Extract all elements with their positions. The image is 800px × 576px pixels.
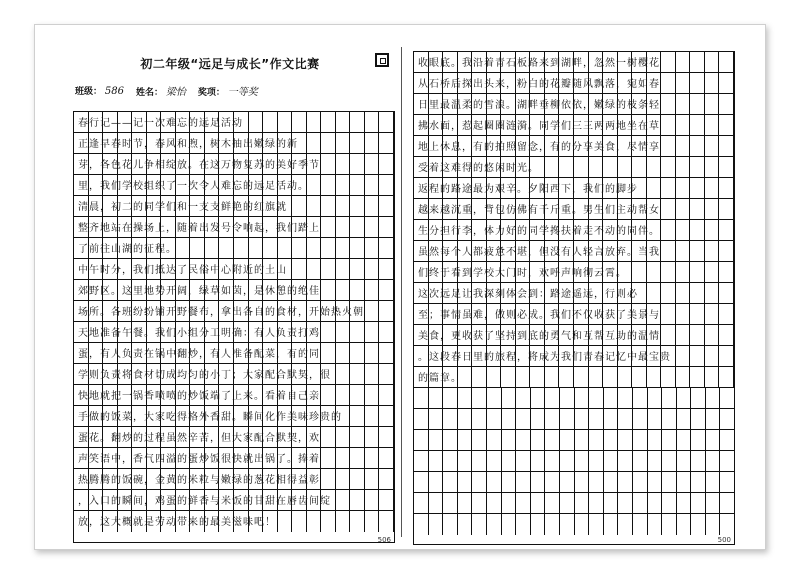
grid-row — [74, 427, 394, 448]
grid-cell — [604, 472, 619, 492]
grid-cell — [458, 514, 473, 535]
stamp-icon — [375, 53, 389, 67]
award-label: 奖项： — [197, 88, 225, 98]
grid-row — [414, 493, 734, 514]
grid-cell — [414, 388, 429, 408]
grid-row — [74, 154, 394, 175]
essay-text-line: 的篇章。 — [418, 373, 462, 384]
grid-cell — [691, 472, 706, 492]
grid-cell — [443, 409, 458, 429]
essay-text-line: 们终于看到学校大门时，欢呼声响彻云霄。 — [418, 268, 627, 279]
essay-text-line: 清晨，初二的同学们和一支支鲜艳的红旗就 — [78, 202, 287, 213]
writing-grid-left — [73, 111, 395, 543]
grid-cell — [487, 430, 502, 450]
grid-cell — [560, 514, 575, 535]
grid-cell — [575, 514, 590, 535]
grid-cell — [691, 409, 706, 429]
essay-text-line: 天地准备午餐。我们小组分工明确：有人负责打鸡 — [78, 328, 320, 339]
writing-grid-right — [413, 51, 735, 545]
grid-cell — [443, 493, 458, 513]
essay-text-line: 手做的饭菜，大家吃得格外香甜。瞬间化作美味珍贵的 — [78, 412, 342, 423]
grid-cell — [720, 514, 734, 535]
grid-cell — [720, 430, 734, 450]
grid-cell — [560, 388, 575, 408]
grid-cell — [560, 493, 575, 513]
essay-text-line: 这次远足让我深刻体会到：路途遥远，行则必 — [418, 289, 638, 300]
grid-cell — [589, 514, 604, 535]
essay-text-line: 日里最温柔的雪浪。湖畔垂柳依依，嫩绿的枝条轻 — [418, 100, 660, 111]
grid-cell — [545, 451, 560, 471]
grid-cell — [604, 388, 619, 408]
grid-cell — [516, 388, 531, 408]
grid-row — [414, 178, 734, 199]
grid-cell — [706, 514, 721, 535]
grid-cell — [414, 493, 429, 513]
grid-cell — [487, 514, 502, 535]
essay-text-line: 生分担行李，体力好的同学搀扶着走不动的同伴。 — [418, 226, 660, 237]
grid-row — [74, 301, 394, 322]
grid-cell — [677, 388, 692, 408]
grid-cell — [589, 409, 604, 429]
grid-cell — [633, 493, 648, 513]
essay-title: 初二年级“远足与成长”作文比赛 — [140, 57, 320, 71]
essay-text-line: 声笑语中，香气四溢的蛋炒饭很快就出锅了。捧着 — [78, 454, 320, 465]
grid-cell — [648, 493, 663, 513]
grid-cell — [662, 493, 677, 513]
essay-text-line: 中午时分，我们抵达了民俗中心附近的土山 — [78, 265, 287, 276]
grid-cell — [545, 388, 560, 408]
grid-cell — [575, 451, 590, 471]
grid-row — [74, 385, 394, 406]
grid-cell — [720, 388, 734, 408]
grid-cell — [706, 409, 721, 429]
essay-text-line: 至；事情虽难，做则必成。我们不仅收获了美景与 — [418, 310, 660, 321]
grid-cell — [720, 493, 734, 513]
grid-row — [414, 73, 734, 94]
grid-cell — [502, 493, 517, 513]
grid-cell — [720, 409, 734, 429]
grid-cell — [691, 451, 706, 471]
essay-text-line: 春行记——记一次难忘的远足活动 — [78, 118, 243, 129]
grid-row — [414, 367, 734, 388]
essay-text-line: 返程的路途最为艰辛。夕阳西下，我们的脚步 — [418, 184, 638, 195]
grid-cell — [691, 430, 706, 450]
grid-cell — [648, 451, 663, 471]
grid-row — [74, 217, 394, 238]
grid-row — [414, 262, 734, 283]
grid-cell — [720, 451, 734, 471]
grid-cell — [589, 472, 604, 492]
grid-cell — [662, 514, 677, 535]
grid-cell — [677, 493, 692, 513]
grid-cell — [487, 409, 502, 429]
grid-row — [74, 196, 394, 217]
grid-cell — [589, 493, 604, 513]
grid-row — [74, 238, 394, 259]
grid-cell — [502, 472, 517, 492]
grid-cell — [662, 430, 677, 450]
grid-cell — [516, 514, 531, 535]
grid-row — [414, 472, 734, 493]
grid-row — [414, 94, 734, 115]
essay-text-line: 放，这大概就是劳动带来的最美滋味吧！ — [78, 517, 276, 528]
grid-row — [414, 409, 734, 430]
grid-cell — [633, 388, 648, 408]
grid-cell — [677, 472, 692, 492]
grid-cell — [691, 514, 706, 535]
essay-text-line: 虽然每个人都疲惫不堪，但没有人轻言放弃。当我 — [418, 247, 660, 258]
grid-row — [74, 322, 394, 343]
grid-cell — [443, 430, 458, 450]
grid-cell — [604, 514, 619, 535]
grid-cell — [502, 430, 517, 450]
grid-row — [414, 430, 734, 451]
grid-cell — [618, 493, 633, 513]
grid-cell — [662, 409, 677, 429]
grid-row — [414, 388, 734, 409]
grid-cell — [560, 472, 575, 492]
grid-cell — [472, 493, 487, 513]
grid-cell — [589, 388, 604, 408]
grid-cell — [429, 493, 444, 513]
essay-text-line: 郊野区。这里地势开阔，绿草如茵，是休憩的绝佳 — [78, 286, 320, 297]
award-value: 一等奖 — [227, 87, 258, 98]
grid-cell — [472, 388, 487, 408]
page-number-left: 506 — [377, 536, 391, 544]
grid-row — [414, 283, 734, 304]
grid-row — [414, 52, 734, 73]
grid-cell — [560, 451, 575, 471]
grid-cell — [531, 493, 546, 513]
grid-cell — [487, 451, 502, 471]
essay-text-line: 从石桥后探出头来，粉白的花瓣随风飘落，宛如春 — [418, 79, 660, 90]
grid-cell — [575, 388, 590, 408]
grid-cell — [531, 388, 546, 408]
grid-cell — [531, 451, 546, 471]
grid-row — [74, 343, 394, 364]
grid-row — [414, 136, 734, 157]
grid-cell — [516, 451, 531, 471]
grid-row — [414, 451, 734, 472]
grid-cell — [677, 514, 692, 535]
grid-cell — [414, 409, 429, 429]
grid-cell — [429, 430, 444, 450]
grid-cell — [458, 493, 473, 513]
grid-cell — [545, 493, 560, 513]
grid-row — [414, 304, 734, 325]
grid-cell — [472, 472, 487, 492]
essay-text-line: 了前往山湖的征程。 — [78, 244, 177, 255]
grid-cell — [414, 430, 429, 450]
grid-cell — [429, 514, 444, 535]
grid-cell — [487, 472, 502, 492]
grid-row — [74, 259, 394, 280]
essay-text-line: 整齐地站在操场上，随着出发号令响起，我们踏上 — [78, 223, 320, 234]
grid-row — [414, 325, 734, 346]
grid-cell — [472, 514, 487, 535]
grid-row — [414, 514, 734, 535]
page-divider — [401, 47, 402, 537]
grid-cell — [618, 514, 633, 535]
grid-cell — [458, 451, 473, 471]
grid-cell — [458, 388, 473, 408]
essay-text-line: 蛋花。翻炒的过程虽然辛苦，但大家配合默契，欢 — [78, 433, 320, 444]
grid-cell — [545, 472, 560, 492]
grid-row — [74, 511, 394, 532]
grid-row — [414, 199, 734, 220]
grid-cell — [531, 472, 546, 492]
essay-text-line: 受着这难得的悠闲时光。 — [418, 163, 539, 174]
grid-cell — [648, 388, 663, 408]
essay-info-row — [75, 83, 395, 98]
grid-cell — [516, 472, 531, 492]
grid-cell — [618, 430, 633, 450]
grid-row — [74, 112, 394, 133]
grid-cell — [604, 409, 619, 429]
grid-cell — [633, 451, 648, 471]
grid-cell — [677, 451, 692, 471]
grid-row — [74, 133, 394, 154]
grid-cell — [516, 493, 531, 513]
grid-cell — [691, 493, 706, 513]
grid-cell — [648, 409, 663, 429]
grid-cell — [648, 430, 663, 450]
grid-cell — [677, 409, 692, 429]
grid-cell — [531, 409, 546, 429]
grid-cell — [648, 472, 663, 492]
grid-cell — [458, 472, 473, 492]
grid-row — [74, 448, 394, 469]
grid-cell — [443, 451, 458, 471]
grid-cell — [662, 472, 677, 492]
essay-text-line: 越来越沉重，背包仿佛有千斤重。男生们主动帮女 — [418, 205, 660, 216]
grid-cell — [545, 409, 560, 429]
grid-cell — [414, 472, 429, 492]
grid-cell — [575, 409, 590, 429]
essay-text-line: 芽，各色花儿争相绽放。在这万物复苏的美好季节 — [78, 160, 320, 171]
grid-cell — [604, 430, 619, 450]
grid-cell — [458, 409, 473, 429]
grid-cell — [531, 430, 546, 450]
grid-cell — [662, 451, 677, 471]
grid-cell — [545, 514, 560, 535]
grid-cell — [604, 493, 619, 513]
name-label: 姓名： — [135, 88, 163, 98]
grid-cell — [706, 388, 721, 408]
grid-row — [414, 220, 734, 241]
grid-cell — [633, 430, 648, 450]
essay-text-line: 快地就把一锅香喷喷的炒饭端了上来。看着自己亲 — [78, 391, 320, 402]
right-page — [405, 45, 735, 544]
grid-row — [414, 115, 734, 136]
grid-cell — [604, 451, 619, 471]
grid-cell — [706, 430, 721, 450]
grid-cell — [545, 430, 560, 450]
grid-row — [414, 241, 734, 262]
essay-text-line: 场所。各班纷纷铺开野餐布，拿出各自的食材，开始热火朝 — [78, 307, 364, 318]
essay-text-line: 正逢早春时节，春风和煦，树木抽出嫩绿的新 — [78, 139, 298, 150]
grid-cell — [472, 409, 487, 429]
essay-sheet — [34, 24, 766, 550]
left-page — [65, 45, 395, 544]
essay-text-line: 。这段春日里的旅程，将成为我们青春记忆中最宝贵 — [418, 352, 671, 363]
grid-row — [74, 406, 394, 427]
grid-cell — [618, 472, 633, 492]
grid-cell — [706, 472, 721, 492]
grid-cell — [443, 472, 458, 492]
grid-cell — [429, 472, 444, 492]
grid-cell — [516, 430, 531, 450]
grid-row — [74, 175, 394, 196]
grid-cell — [560, 409, 575, 429]
grid-cell — [575, 430, 590, 450]
name-value: 梁怡 — [165, 87, 186, 98]
essay-text-line: 蛋，有人负责在锅中翻炒，有人准备配菜，有的同 — [78, 349, 320, 360]
grid-cell — [618, 451, 633, 471]
grid-cell — [691, 388, 706, 408]
grid-cell — [720, 472, 734, 492]
grid-cell — [502, 409, 517, 429]
essay-text-line: 地上休息，有的拍照留念，有的分享美食，尽情享 — [418, 142, 660, 153]
grid-row — [74, 490, 394, 511]
grid-cell — [706, 493, 721, 513]
grid-cell — [677, 430, 692, 450]
grid-cell — [633, 472, 648, 492]
grid-cell — [414, 514, 429, 535]
grid-cell — [487, 388, 502, 408]
grid-cell — [662, 388, 677, 408]
grid-cell — [516, 409, 531, 429]
grid-cell — [589, 430, 604, 450]
class-label: 班级： — [75, 87, 103, 97]
essay-text-line: 学则负责将食材切成均匀的小丁；大家配合默契，很 — [78, 370, 331, 381]
grid-cell — [443, 514, 458, 535]
grid-cell — [502, 514, 517, 535]
grid-row — [74, 469, 394, 490]
grid-cell — [531, 514, 546, 535]
grid-cell — [458, 430, 473, 450]
grid-cell — [575, 472, 590, 492]
class-value: 586 — [104, 86, 124, 97]
grid-cell — [633, 514, 648, 535]
grid-cell — [618, 388, 633, 408]
grid-cell — [706, 451, 721, 471]
grid-row — [414, 157, 734, 178]
grid-cell — [472, 430, 487, 450]
grid-cell — [589, 451, 604, 471]
grid-cell — [429, 451, 444, 471]
grid-cell — [648, 514, 663, 535]
grid-cell — [472, 451, 487, 471]
grid-cell — [414, 451, 429, 471]
essay-text-line: 拂水面，惹起圈圈涟漪。同学们三三两两地坐在草 — [418, 121, 660, 132]
grid-cell — [575, 493, 590, 513]
grid-row — [414, 346, 734, 367]
essay-text-line: ，入口的瞬间，鸡蛋的鲜香与米饭的甘甜在唇齿间绽 — [78, 496, 331, 507]
essay-text-line: 热腾腾的饭碗，金黄的米粒与嫩绿的葱花相得益彰 — [78, 475, 320, 486]
essay-text-line: 美食，更收获了坚持到底的勇气和互帮互助的温情 — [418, 331, 660, 342]
grid-cell — [429, 388, 444, 408]
essay-text-line: 收眼底。我沿着青石板路来到湖畔，忽然一树樱花 — [418, 58, 660, 69]
page-number-right: 500 — [717, 536, 731, 544]
grid-cell — [502, 451, 517, 471]
grid-cell — [560, 430, 575, 450]
grid-cell — [429, 409, 444, 429]
grid-cell — [502, 388, 517, 408]
grid-row — [74, 280, 394, 301]
essay-text-line: 里，我们学校组织了一次令人难忘的远足活动。 — [78, 181, 309, 192]
grid-row — [74, 364, 394, 385]
grid-cell — [443, 388, 458, 408]
grid-cell — [633, 409, 648, 429]
grid-cell — [618, 409, 633, 429]
grid-cell — [487, 493, 502, 513]
